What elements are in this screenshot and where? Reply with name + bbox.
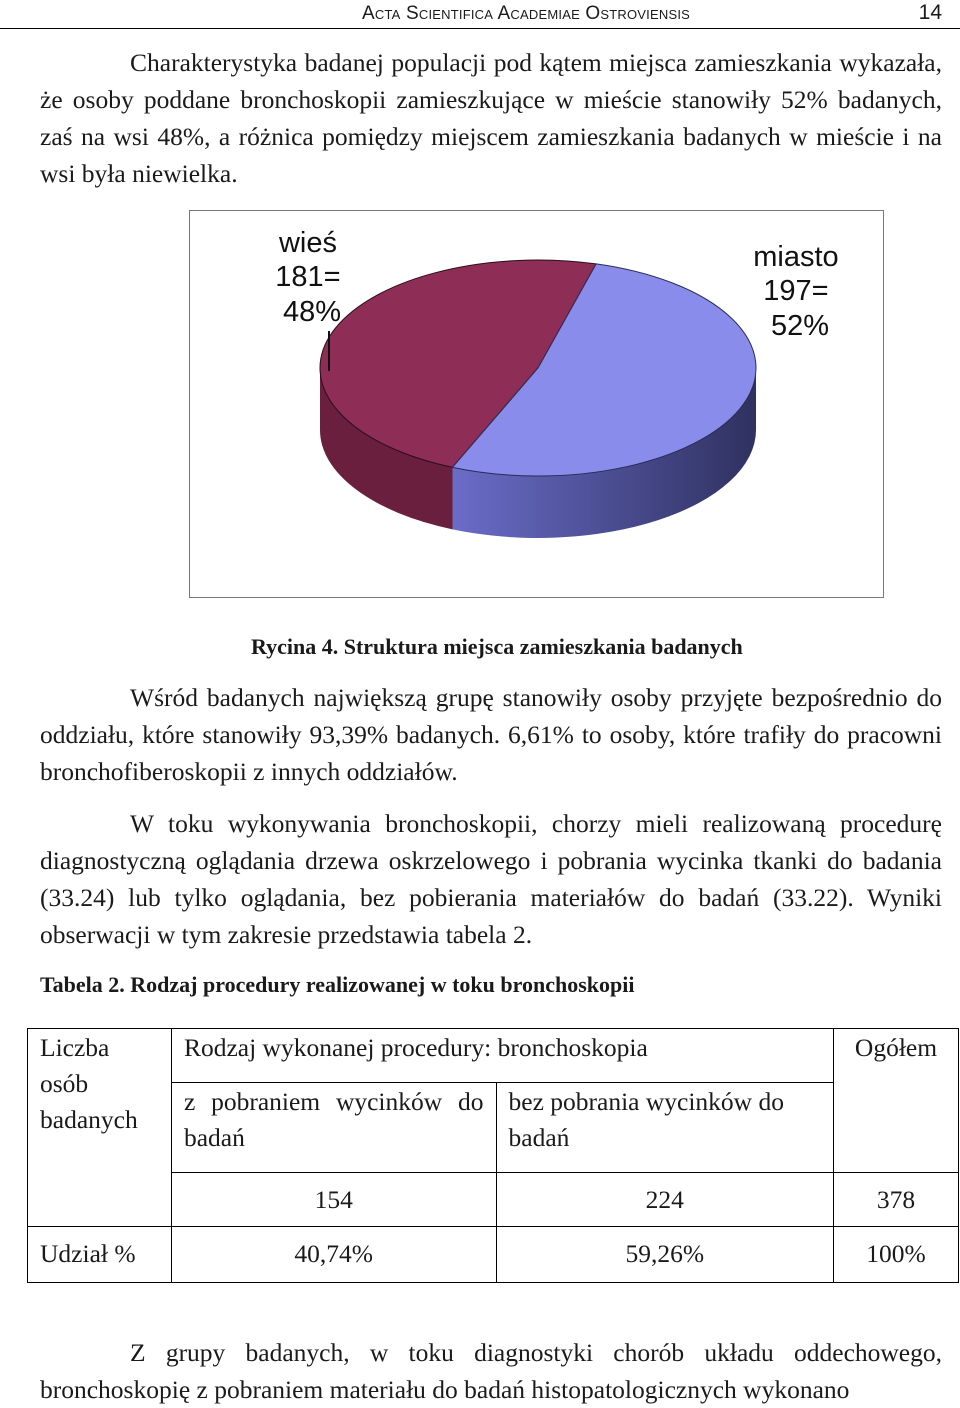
paragraph-residence: Charakterystyka badanej populacji pod kątem miejsca zamieszkania wykazała, że osoby poddane bronchoskopii zamieszkujące w mieście stanowiły 52% badanych, zaś na wsi 48%, a różnica pomiędzy miejscem zamieszkania badanych w mieście i na wsi była niewielka.: [40, 48, 942, 188]
share-total: 100%: [834, 1227, 959, 1283]
paragraph-procedure: W toku wykonywania bronchoskopii, chorzy mieli realizowaną procedurę diagnostyczną oglądania drzewa oskrzelowego i pobrania wycinka tkanki do badania (33.24) lub tylko oglądania, bez pobierania materiałów do badań (33.22). Wyniki obserwacji w tym zakresie przedstawia tabela 2.: [40, 809, 942, 949]
figure-caption-label: Rycina 4.: [251, 634, 339, 659]
count-total: 378: [834, 1173, 959, 1227]
pie-label-wies: wieś 181= 48%: [275, 227, 342, 328]
figure-caption: [251, 634, 960, 660]
header-cell-population: Liczba osób badanych: [28, 1029, 172, 1227]
page-number: 14: [918, 1, 942, 24]
share-with-biopsy: 40,74%: [171, 1227, 496, 1283]
paragraph-admission: Wśród badanych największą grupę stanowiły osoby przyjęte bezpośrednio do oddziału, które stanowiły 93,39% badanych. 6,61% to osoby, które trafiły do pracowni bronchofiberoskopii z innych oddziałów.: [40, 683, 942, 786]
share-without-biopsy: 59,26%: [496, 1227, 834, 1283]
pie-chart: [190, 211, 885, 599]
table-caption: [40, 972, 940, 998]
share-label: Udział %: [28, 1227, 172, 1283]
pie-chart-figure: [189, 210, 884, 598]
pie-label-miasto: miasto 197= 52%: [753, 241, 839, 342]
header-cell-total: Ogółem: [834, 1029, 959, 1173]
count-without-biopsy: 224: [496, 1173, 834, 1227]
journal-title: Acta Scientifica Academiae Ostroviensis: [362, 3, 690, 24]
subheader-without-biopsy: bez pobrania wycinków do badań: [496, 1083, 834, 1173]
paragraph-conclusion: Z grupy badanych, w toku diagnostyki chorób układu oddechowego, bronchoskopię z pobraniem materiału do badań histopatologicznych wykonano: [40, 1338, 942, 1404]
figure-caption-text: Struktura miejsca zamieszkania badanych: [338, 634, 743, 659]
count-with-biopsy: 154: [171, 1173, 496, 1227]
header-cell-procedure: Rodzaj wykonanej procedury: bronchoskopia: [171, 1029, 833, 1083]
procedure-table: [27, 1028, 959, 1283]
running-header: [0, 0, 960, 29]
table-caption-text: Rodzaj procedury realizowanej w toku bronchoskopii: [124, 972, 635, 997]
table-caption-label: Tabela 2.: [40, 972, 125, 997]
subheader-with-biopsy: z pobraniem wycinków do badań: [171, 1083, 496, 1173]
